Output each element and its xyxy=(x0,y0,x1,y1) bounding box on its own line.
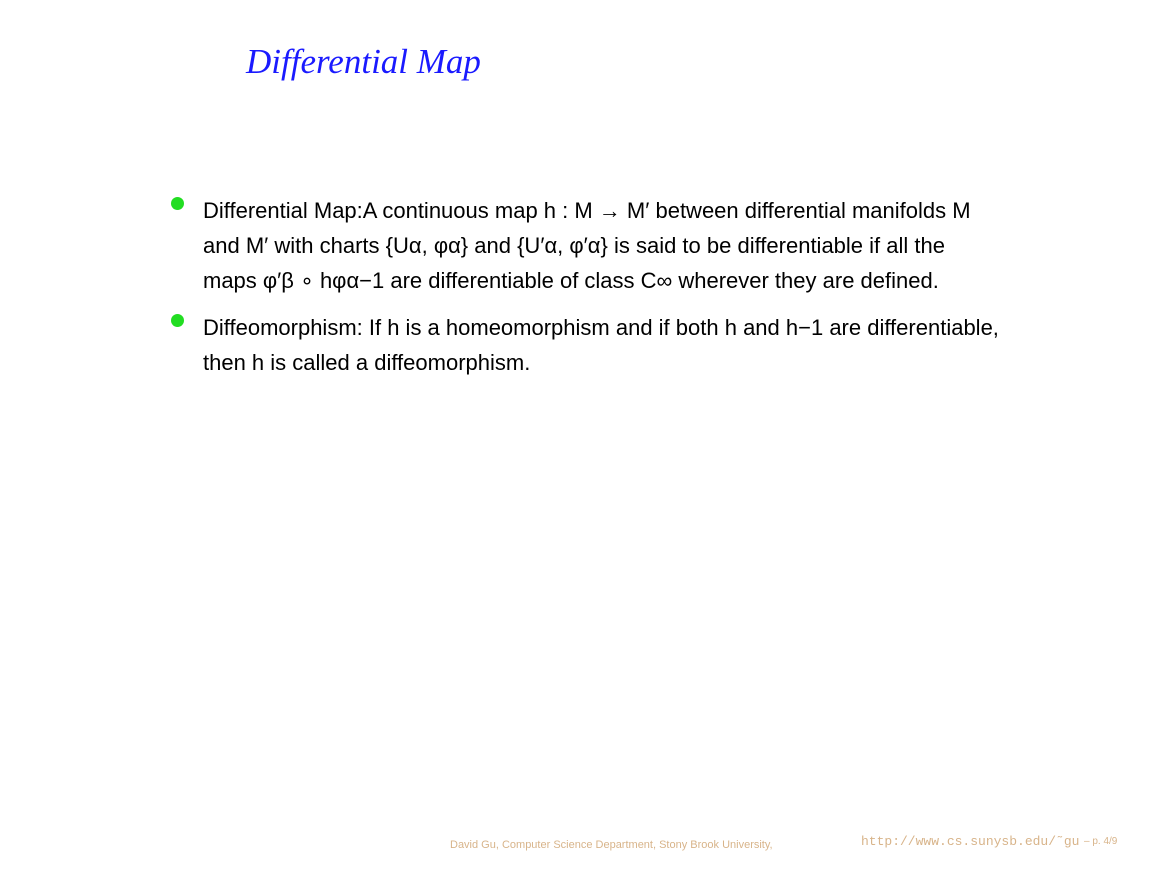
bullet-dot-icon xyxy=(171,197,184,210)
bullet-differential-map xyxy=(168,193,1088,298)
bullet-diffeomorphism xyxy=(168,310,1088,380)
bullet-2-line-1: Diffeomorphism: If h is a homeomorphism and if both h and h−1 are differentiable, xyxy=(203,315,999,340)
slide-title: Differential Map xyxy=(246,42,481,81)
bullet-dot-icon xyxy=(171,314,184,327)
footer-page-number: – p. 4/9 xyxy=(1084,836,1118,847)
footer-credit: David Gu, Computer Science Department, Stony Brook University, xyxy=(450,839,773,851)
bullet-2-line-2: then h is called a diffeomorphism. xyxy=(203,350,531,375)
bullet-1-line-1: Differential Map:A continuous map h : M → M′ between differential manifolds M xyxy=(203,198,971,223)
slide-footer xyxy=(450,834,1118,853)
bullet-1-line-2: and M′ with charts {Uα, φα} and {U′α, φ′α} is said to be differentiable if all the xyxy=(203,233,945,258)
bullet-list xyxy=(168,193,1088,392)
bullet-1-line-3: maps φ′β ∘ hφα−1 are differentiable of class C∞ wherever they are defined. xyxy=(203,268,939,293)
footer-url-link[interactable]: http://www.cs.sunysb.edu/˜gu xyxy=(861,834,1080,849)
